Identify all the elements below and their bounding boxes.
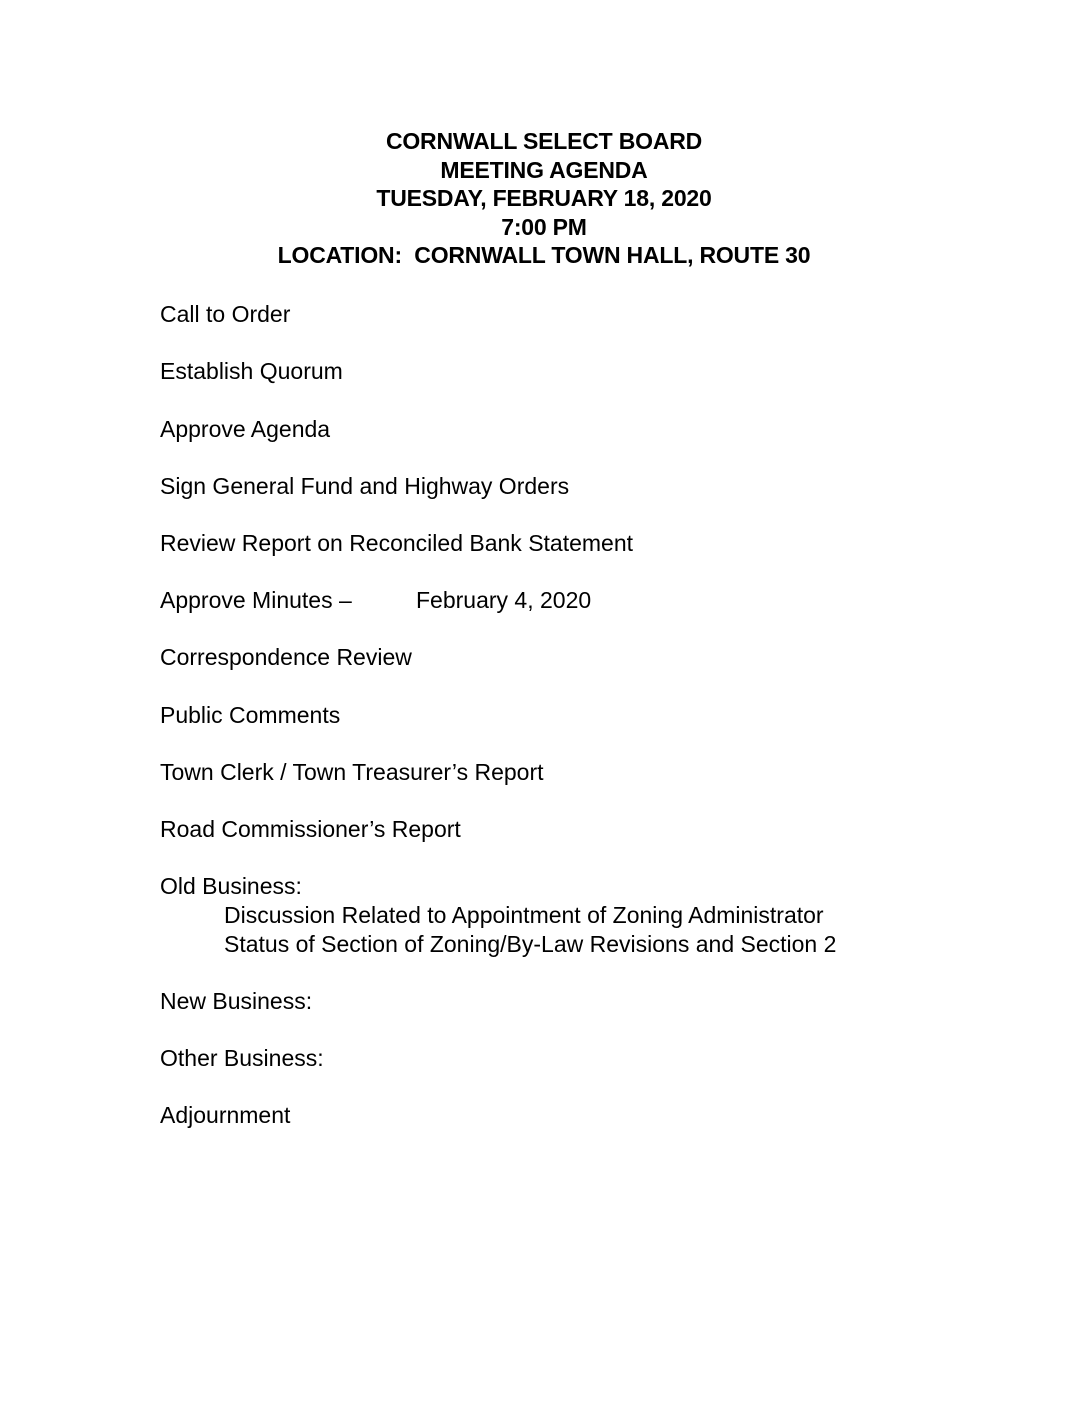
agenda-item-road-report: Road Commissioner’s Report (160, 816, 461, 842)
agenda-item-sign-orders: Sign General Fund and Highway Orders (160, 473, 570, 499)
agenda-header (0, 127, 1088, 270)
agenda-item-call-to-order: Call to Order (160, 301, 291, 327)
agenda-item-bank-statement: Review Report on Reconciled Bank Statement (160, 530, 634, 556)
meeting-location: LOCATION: CORNWALL TOWN HALL, ROUTE 30 (277, 242, 811, 268)
agenda-item-approve-minutes (160, 586, 760, 614)
agenda-item-new-business: New Business: (160, 988, 313, 1014)
old-business-subitem: Discussion Related to Appointment of Zoning Administrator (224, 902, 824, 928)
agenda-item-public-comments: Public Comments (160, 702, 341, 728)
agenda-item-old-business: Old Business: (160, 873, 302, 899)
old-business-subitem: Status of Section of Zoning/By-Law Revisions and Section 2 (224, 931, 837, 957)
agenda-item-clerk-report: Town Clerk / Town Treasurer’s Report (160, 759, 544, 785)
agenda-item-adjournment: Adjournment (160, 1102, 291, 1128)
agenda-item-approve-agenda: Approve Agenda (160, 416, 331, 442)
meeting-time: 7:00 PM (501, 213, 587, 240)
meeting-date: TUESDAY, FEBRUARY 18, 2020 (376, 185, 712, 211)
minutes-date: February 4, 2020 (416, 587, 592, 613)
board-name: CORNWALL SELECT BOARD (385, 128, 703, 154)
document-title: MEETING AGENDA (440, 156, 648, 183)
agenda-item-establish-quorum: Establish Quorum (160, 358, 343, 384)
approve-minutes-label: Approve Minutes – (160, 587, 352, 613)
agenda-item-correspondence: Correspondence Review (160, 644, 412, 670)
agenda-item-other-business: Other Business: (160, 1045, 324, 1071)
